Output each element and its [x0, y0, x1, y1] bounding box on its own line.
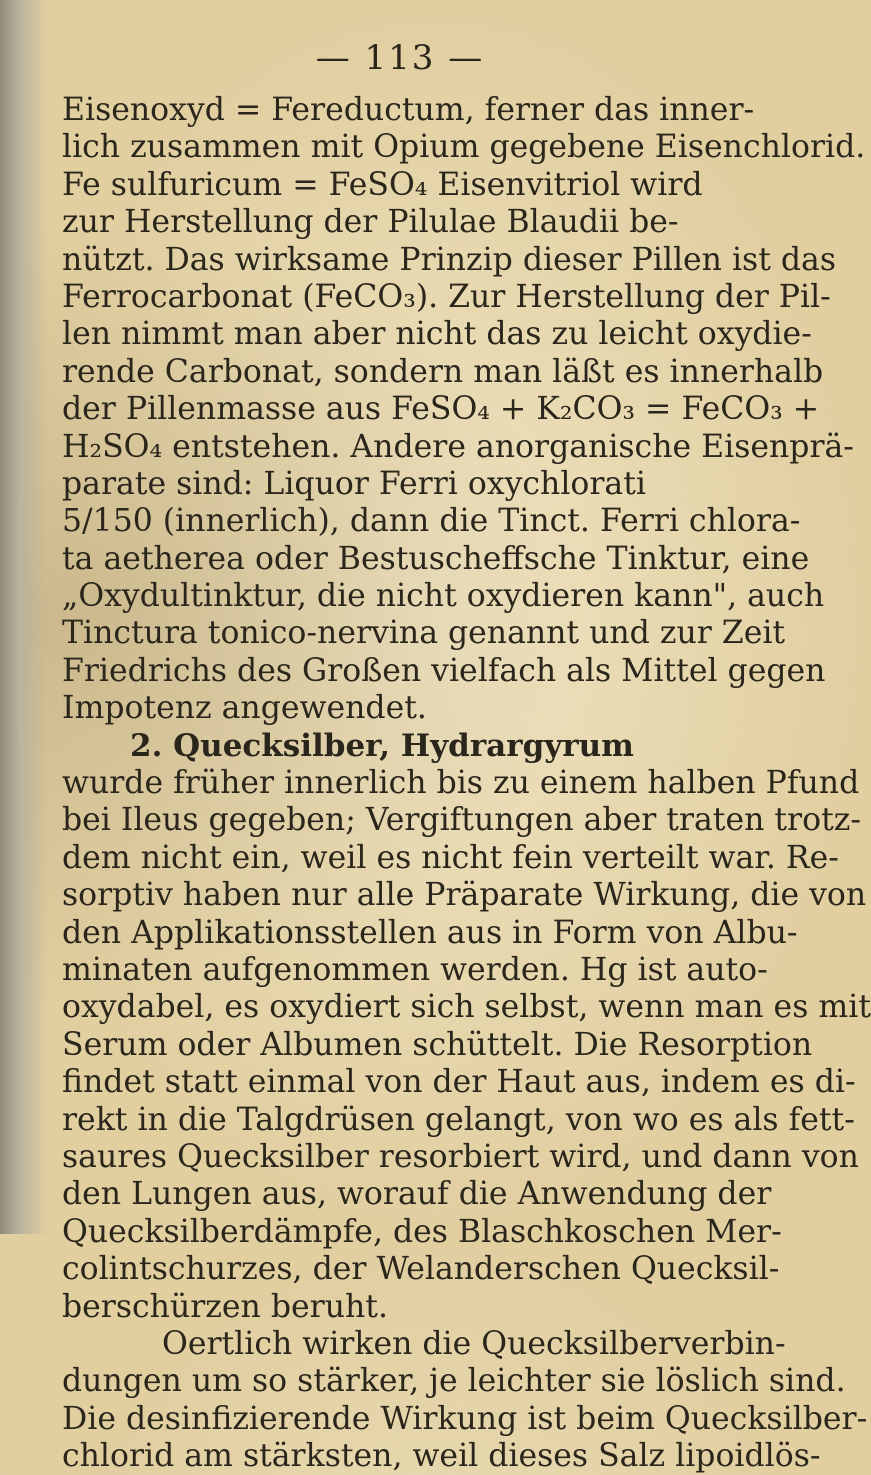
- text-line: dem nicht ein, weil es nicht fein verteilt war. Re-: [62, 839, 839, 876]
- text-line: rende Carbonat, sondern man läßt es innerhalb: [62, 353, 824, 390]
- text-line: den Lungen aus, worauf die Anwendung der: [62, 1176, 772, 1213]
- text-line: colintschurzes, der Welanderschen Quecksil-: [62, 1251, 780, 1288]
- text-line: parate sind: Liquor Ferri oxychlorati: [62, 465, 646, 502]
- text-line: oxydabel, es oxydiert sich selbst, wenn man es mit: [62, 989, 871, 1026]
- text-line: Serum oder Albumen schüttelt. Die Resorption: [62, 1026, 813, 1063]
- text-line: findet statt einmal von der Haut aus, indem es di-: [62, 1064, 856, 1101]
- text-line: dungen um so stärker, je leichter sie löslich sind.: [62, 1363, 846, 1400]
- text-line: berschürzen beruht.: [62, 1288, 388, 1325]
- text-line: zur Herstellung der Pilulae Blaudii be-: [62, 204, 679, 241]
- text-line: chlorid am stärksten, weil dieses Salz lipoidlös-: [62, 1438, 821, 1475]
- section-heading: 2. Quecksilber, Hydrargyrum: [130, 727, 634, 764]
- text-line: Tinctura tonico-nervina genannt und zur Zeit: [62, 615, 786, 652]
- text-line: Ferrocarbonat (FeCO₃). Zur Herstellung der Pil-: [62, 278, 831, 315]
- text-line: Die desinfizierende Wirkung ist beim Quecksilber-: [62, 1400, 868, 1437]
- text-line: „Oxydultinktur, die nicht oxydieren kann", auch: [62, 578, 825, 615]
- text-line: den Applikationsstellen aus in Form von Albu-: [62, 914, 798, 951]
- page-body: [62, 92, 871, 1475]
- text-line: Quecksilberdämpfe, des Blaschkoschen Mer-: [62, 1213, 782, 1250]
- book-gutter-shadow: [0, 0, 48, 1234]
- text-line: H₂SO₄ entstehen. Andere anorganische Eisenprä-: [62, 428, 854, 465]
- text-line: bei Ileus gegeben; Vergiftungen aber traten trotz-: [62, 802, 861, 839]
- text-line: Friedrichs des Großen vielfach als Mittel gegen: [62, 652, 826, 689]
- text-line: minaten aufgenommen werden. Hg ist auto-: [62, 951, 768, 988]
- text-line: 5/150 (innerlich), dann die Tinct. Ferri chlora-: [62, 503, 801, 540]
- text-line: Impotenz angewendet.: [62, 690, 427, 727]
- text-line: Eisenoxyd = Fereductum, ferner das inner-: [62, 92, 755, 128]
- text-line: ta aetherea oder Bestuscheffsche Tinktur, eine: [62, 540, 810, 577]
- text-line: saures Quecksilber resorbiert wird, und dann von: [62, 1138, 859, 1175]
- text-line: nützt. Das wirksame Prinzip dieser Pillen ist das: [62, 241, 836, 278]
- text-line: lich zusammen mit Opium gegebene Eisenchlorid.: [62, 129, 866, 166]
- page-number: — 113 —: [315, 38, 485, 78]
- text-line: der Pillenmasse aus FeSO₄ + K₂CO₃ = FeCO₃ +: [62, 391, 820, 428]
- text-line: rekt in die Talgdrüsen gelangt, von wo es als fett-: [62, 1101, 855, 1138]
- text-line: Oertlich wirken die Quecksilberverbin-: [162, 1325, 786, 1362]
- text-line: len nimmt man aber nicht das zu leicht oxydie-: [62, 316, 812, 353]
- text-line: Fe sulfuricum = FeSO₄ Eisenvitriol wird: [62, 166, 703, 203]
- text-line: wurde früher innerlich bis zu einem halben Pfund: [62, 765, 860, 802]
- text-line: sorptiv haben nur alle Präparate Wirkung, die von: [62, 877, 867, 914]
